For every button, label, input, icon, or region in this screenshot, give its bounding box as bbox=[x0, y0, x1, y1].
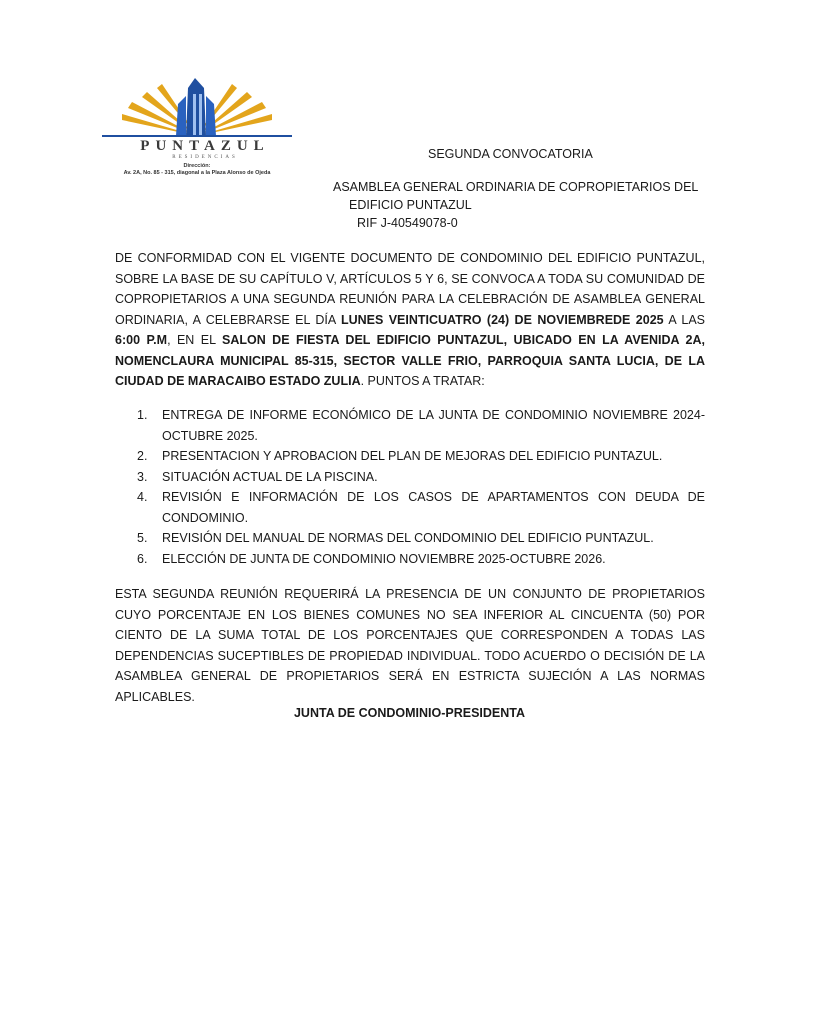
puntazul-logo bbox=[92, 74, 302, 176]
logo-brand: PUNTAZUL bbox=[140, 138, 270, 154]
agenda-item-text: REVISIÓN DEL MANUAL DE NORMAS DEL CONDOMINIO DEL EDIFICIO PUNTAZUL. bbox=[162, 531, 654, 545]
logo-address-label: Dirección: bbox=[183, 163, 211, 169]
building-sunburst-icon bbox=[92, 74, 302, 144]
logo-sub: RESIDENCIAS bbox=[172, 155, 238, 160]
meeting-place: SALON DE FIESTA DEL EDIFICIO PUNTAZUL, UBICADO EN LA AVENIDA 2A, NOMENCLAURA MUNICIPAL 85-315, SECTOR VALLE FRIO, PARROQUIA SANTA LUCIA, DE LA CIUDAD DE MARACAIBO ESTADO ZULIA bbox=[115, 333, 705, 388]
closing-paragraph: ESTA SEGUNDA REUNIÓN REQUERIRÁ LA PRESENCIA DE UN CONJUNTO DE PROPIETARIOS CUYO PORCENTAJE EN LOS BIENES COMUNES NO SEA INFERIOR AL CINCUENTA (50) POR CIENTO DE LA SUMA TOTAL DE LOS PORCENTAJES QUE CORRESPONDEN A TODAS LAS DEPENDENCIAS SUCEPTIBLES DE PROPIEDAD INDIVIDUAL. TODO ACUERDO O DECISIÓN DE LA ASAMBLEA GENERAL DE PROPIETARIOS SERÁ EN ESTRICTA SUJECIÓN A LAS NORMAS APLICABLES. bbox=[115, 587, 705, 704]
agenda-item bbox=[115, 487, 705, 528]
agenda-item-text: SITUACIÓN ACTUAL DE LA PISCINA. bbox=[162, 469, 378, 484]
agenda-item bbox=[115, 467, 705, 488]
agenda-item-number: 5. bbox=[137, 531, 148, 545]
agenda-item-text: PRESENTACION Y APROBACION DEL PLAN DE MEJORAS DEL EDIFICIO PUNTAZUL. bbox=[162, 449, 663, 463]
meeting-date: LUNES VEINTICUATRO (24) DE NOVIEMBREDE 2025 bbox=[340, 312, 664, 327]
subtitle-line-1: ASAMBLEA GENERAL ORDINARIA DE COPROPIETARIOS DEL bbox=[333, 180, 699, 194]
agenda-item-number: 4. bbox=[137, 490, 148, 504]
logo-address: Av. 2A, No. 85 - 315, diagonal a la Plaza Alonso de Ojeda bbox=[123, 170, 271, 176]
agenda-item bbox=[115, 528, 705, 549]
agenda-item-number: 1. bbox=[137, 408, 148, 422]
intro-paragraph bbox=[115, 248, 705, 392]
agenda-item-text: ENTREGA DE INFORME ECONÓMICO DE LA JUNTA DE CONDOMINIO NOVIEMBRE 2024-OCTUBRE 2025. bbox=[162, 408, 705, 443]
agenda-item bbox=[115, 446, 705, 467]
page-title: SEGUNDA CONVOCATORIA bbox=[428, 147, 593, 161]
agenda-item-text: REVISIÓN E INFORMACIÓN DE LOS CASOS DE APARTAMENTOS CON DEUDA DE CONDOMINIO. bbox=[162, 490, 705, 525]
meeting-time: 6:00 P.M bbox=[115, 333, 168, 347]
agenda-list bbox=[115, 405, 705, 569]
tower bbox=[176, 78, 216, 136]
agenda-item-number: 3. bbox=[137, 469, 148, 484]
agenda-item-number: 6. bbox=[137, 551, 148, 566]
intro-text-3: , EN EL bbox=[167, 333, 222, 347]
rif-number: RIF J-40549078-0 bbox=[357, 216, 458, 230]
intro-text-1: DE CONFORMIDAD CON EL VIGENTE DOCUMENTO DE CONDOMINIO DEL EDIFICIO PUNTAZUL, SOBRE LA BASE DE SU CAPÍTULO V, ARTÍCULOS 5 Y 6, SE CONVOCA A TODA SU COMUNIDAD DE COPROPIETARIOS A UNA SEGUNDA REUNIÓN PARA LA CELEBRACIÓN DE ASAMBLEA GENERAL ORDINARIA, A CELEBRARSE EL DÍA bbox=[115, 251, 705, 327]
agenda-item bbox=[115, 405, 705, 446]
intro-text-2: A LAS bbox=[663, 312, 705, 327]
agenda-item-number: 2. bbox=[137, 449, 148, 463]
agenda-item bbox=[115, 549, 705, 570]
agenda-item-text: ELECCIÓN DE JUNTA DE CONDOMINIO NOVIEMBRE 2025-OCTUBRE 2026. bbox=[162, 551, 606, 566]
intro-text-4: . PUNTOS A TRATAR: bbox=[360, 374, 485, 388]
subtitle-line-2: EDIFICIO PUNTAZUL bbox=[349, 198, 472, 212]
signature: JUNTA DE CONDOMINIO-PRESIDENTA bbox=[293, 706, 526, 720]
